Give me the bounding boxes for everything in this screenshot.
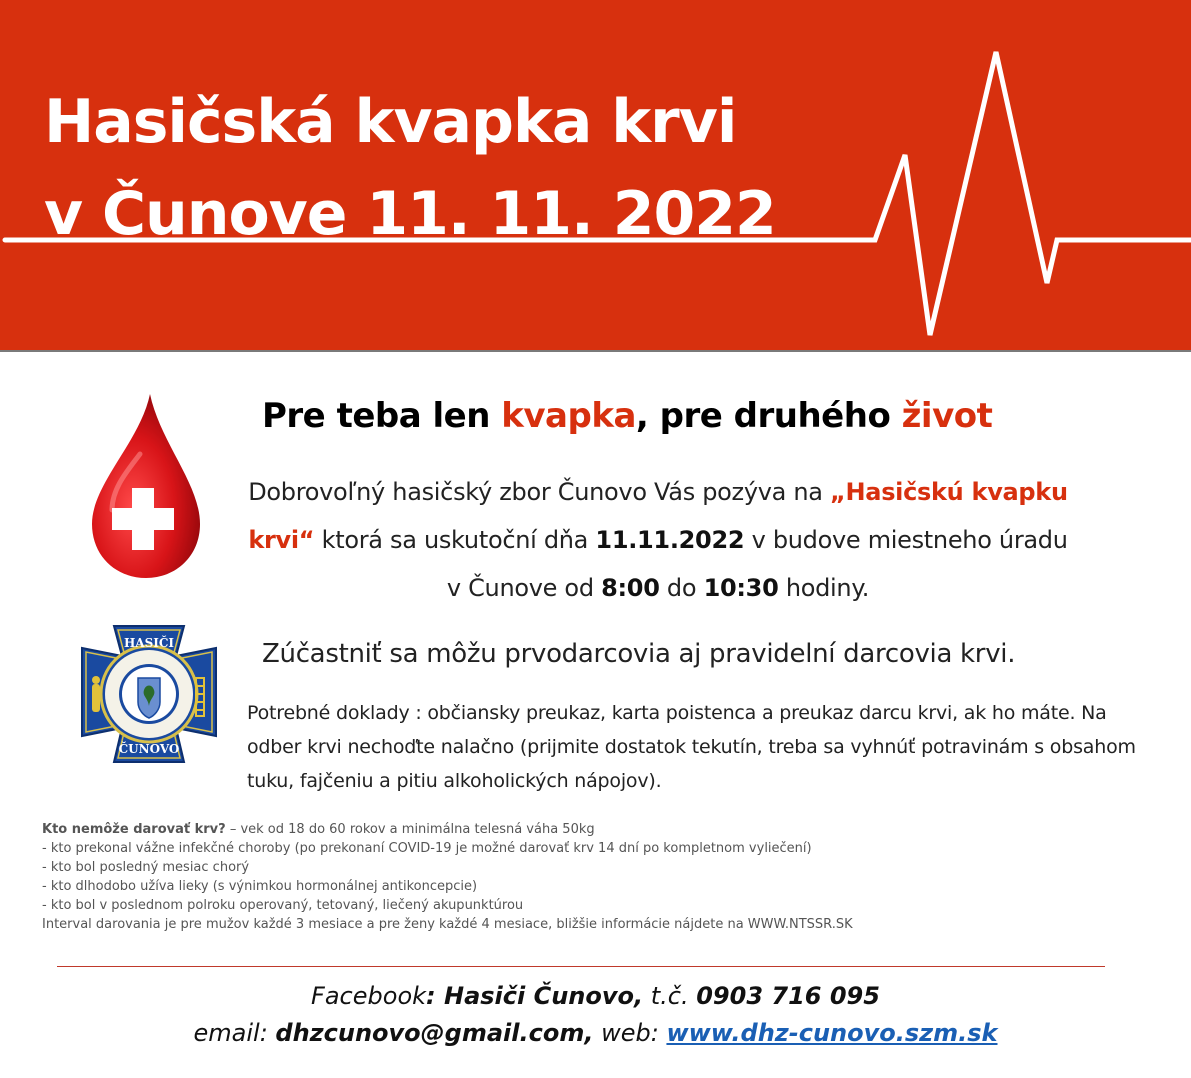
email-address: dhzcunovo@gmail.com, [275, 1019, 594, 1047]
required-documents: Potrebné doklady : občiansky preukaz, karta poistenca a preukaz darcu krvi, ak ho máte. Na odber krvi nechoďte nalačno (prijmite dostatok tekutín, treba sa vyhnúť potravinám s obsahom tuku, fajčeniu a pitiu alkoholických nápojov). [247, 702, 1136, 792]
restrictions-heading-rest: – vek od 18 do 60 rokov a minimálna telesná váha 50kg [225, 822, 595, 837]
invitation-paragraph [238, 468, 1078, 612]
donation-interval: Interval darovania je pre mužov každé 3 mesiace a pre ženy každé 4 mesiace, bližšie informácie nájdete na WWW.NTSSR.SK [42, 917, 853, 932]
restriction-item: - kto bol posledný mesiac chorý [42, 860, 250, 875]
invitation-text1: Dobrovoľný hasičský zbor Čunovo Vás pozýva na [248, 478, 831, 506]
contact-footer [0, 978, 1191, 1052]
phone-number: 0903 716 095 [696, 982, 880, 1010]
emblem-bottom-text: ČUNOVO [118, 742, 180, 756]
firefighters-emblem-logo [72, 618, 226, 768]
slogan-part1: Pre teba len [262, 396, 502, 436]
invitation-text5: hodiny. [778, 574, 870, 602]
banner-title-line1: Hasičská kvapka krvi [44, 87, 737, 157]
participants-note: Zúčastniť sa môžu prvodarcovia aj pravidelní darcovia krvi. [262, 639, 1016, 669]
donor-restrictions [42, 820, 853, 934]
event-name: „Hasičskú kvapku krvi“ [248, 478, 1068, 554]
slogan-part2: , pre druhého [635, 396, 902, 436]
contact-line-facebook [0, 978, 1191, 1015]
restrictions-heading-line [42, 820, 853, 839]
emblem-top-text: HASIČI [123, 636, 175, 650]
restriction-item: - kto bol v poslednom polroku operovaný, tetovaný, liečený akupunktúrou [42, 898, 524, 913]
contact-line-email [0, 1015, 1191, 1052]
invitation-text3: v budove miestneho úradu v Čunove od [446, 526, 1068, 602]
web-label: web: [593, 1019, 667, 1047]
facebook-name: : Hasiči Čunovo, [426, 982, 644, 1010]
heartbeat-line-icon [0, 0, 1191, 352]
restriction-item: - kto dlhodobo užíva lieky (s výnimkou hormonálnej antikoncepcie) [42, 879, 478, 894]
phone-label: t.č. [643, 982, 697, 1010]
header-banner [0, 0, 1191, 352]
blood-drop-icon [88, 392, 204, 582]
slogan-heading [262, 390, 992, 442]
banner-title-line2: v Čunove 11. 11. 2022 [44, 179, 776, 249]
website-link[interactable]: www.dhz-cunovo.szm.sk [666, 1019, 998, 1047]
restrictions-heading: Kto nemôže darovať krv? [42, 822, 226, 837]
time-to: 10:30 [703, 574, 779, 602]
email-label: email: [193, 1019, 276, 1047]
invitation-text2: ktorá sa uskutoční dňa [314, 526, 596, 554]
time-from: 8:00 [601, 574, 660, 602]
restriction-item: - kto prekonal vážne infekčné choroby (po prekonaní COVID-19 je možné darovať krv 14 dní po kompletnom vyliečení) [42, 841, 812, 856]
slogan-highlight-zivot: život [901, 396, 993, 436]
invitation-text4: do [659, 574, 704, 602]
facebook-label: Facebook [311, 982, 427, 1010]
slogan-highlight-kvapka: kvapka [501, 396, 636, 436]
footer-divider [57, 966, 1105, 967]
event-date: 11.11.2022 [595, 526, 745, 554]
